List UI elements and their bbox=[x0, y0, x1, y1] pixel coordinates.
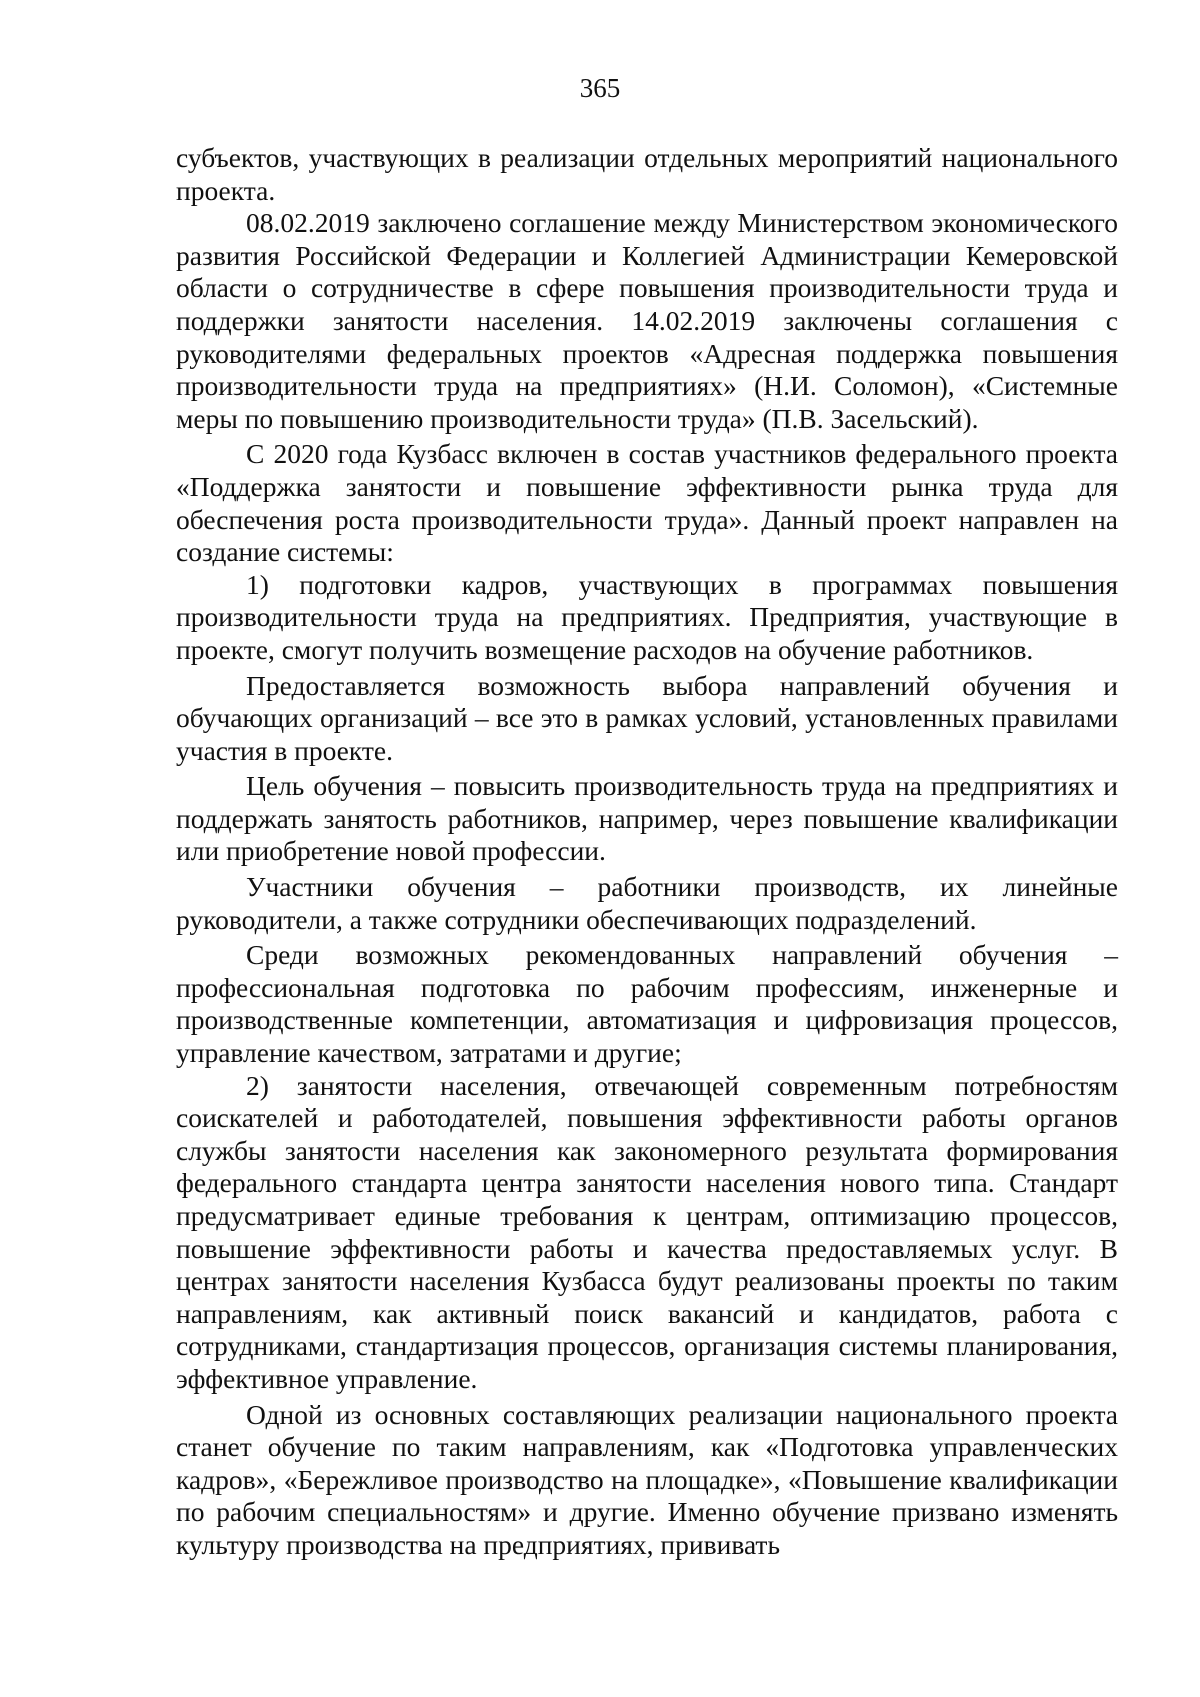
paragraph-4: 1) подготовки кадров, участвующих в программах повышения производительности труда на предприятиях. Предприятия, участвующие в проекте, смогут получить возмещение расходов на обучение работников. bbox=[176, 568, 1118, 665]
document-body bbox=[176, 142, 1118, 1562]
paragraph-2: 08.02.2019 заключено соглашение между Министерством экономического развития Российской Федерации и Коллегией Администрации Кемеровской области о сотрудничестве в сфере повышения производительности труда и поддержки занятости населения. 14.02.2019 заключены соглашения с руководителями федеральных проектов «Адресная поддержка повышения производительности труда на предприятиях» (Н.И. Соломон), «Системные меры по повышению производительности труда» (П.В. Засельский). bbox=[176, 207, 1118, 434]
paragraph-6: Цель обучения – повысить производительность труда на предприятиях и поддержать занятость работников, например, через повышение квалификации или приобретение новой профессии. bbox=[176, 770, 1118, 867]
page-number: 365 bbox=[579, 73, 621, 103]
paragraph-7: Участники обучения – работники производств, их линейные руководители, а также сотрудники обеспечивающих подразделений. bbox=[176, 871, 1118, 935]
paragraph-5: Предоставляется возможность выбора направлений обучения и обучающих организаций – все это в рамках условий, установленных правилами участия в проекте. bbox=[176, 669, 1118, 766]
paragraph-1: субъектов, участвующих в реализации отдельных мероприятий национального проекта. bbox=[176, 142, 1118, 206]
paragraph-3: С 2020 года Кузбасс включен в состав участников федерального проекта «Поддержка занятости и повышение эффективности рынка труда для обеспечения роста производительности труда». Данный проект направлен на создание системы: bbox=[176, 438, 1118, 568]
paragraph-10: Одной из основных составляющих реализации национального проекта станет обучение по таким направлениям, как «Подготовка управленческих кадров», «Бережливое производство на площадке», «Повышение квалификации по рабочим специальностям» и другие. Именно обучение призвано изменять культуру производства на предприятиях, прививать bbox=[176, 1398, 1118, 1560]
paragraph-8: Среди возможных рекомендованных направлений обучения – профессиональная подготовка по рабочим профессиям, инженерные и производственные компетенции, автоматизация и цифровизация процессов, управление качеством, затратами и другие; bbox=[176, 939, 1118, 1069]
paragraph-9: 2) занятости населения, отвечающей современным потребностям соискателей и работодателей, повышения эффективности работы органов службы занятости населения как закономерного результата формирования федерального стандарта центра занятости населения нового типа. Стандарт предусматривает единые требования к центрам, оптимизацию процессов, повышение эффективности работы и качества предоставляемых услуг. В центрах занятости населения Кузбасса будут реализованы проекты по таким направлениям, как активный поиск вакансий и кандидатов, работа с сотрудниками, стандартизация процессов, организация системы планирования, эффективное управление. bbox=[176, 1069, 1118, 1394]
